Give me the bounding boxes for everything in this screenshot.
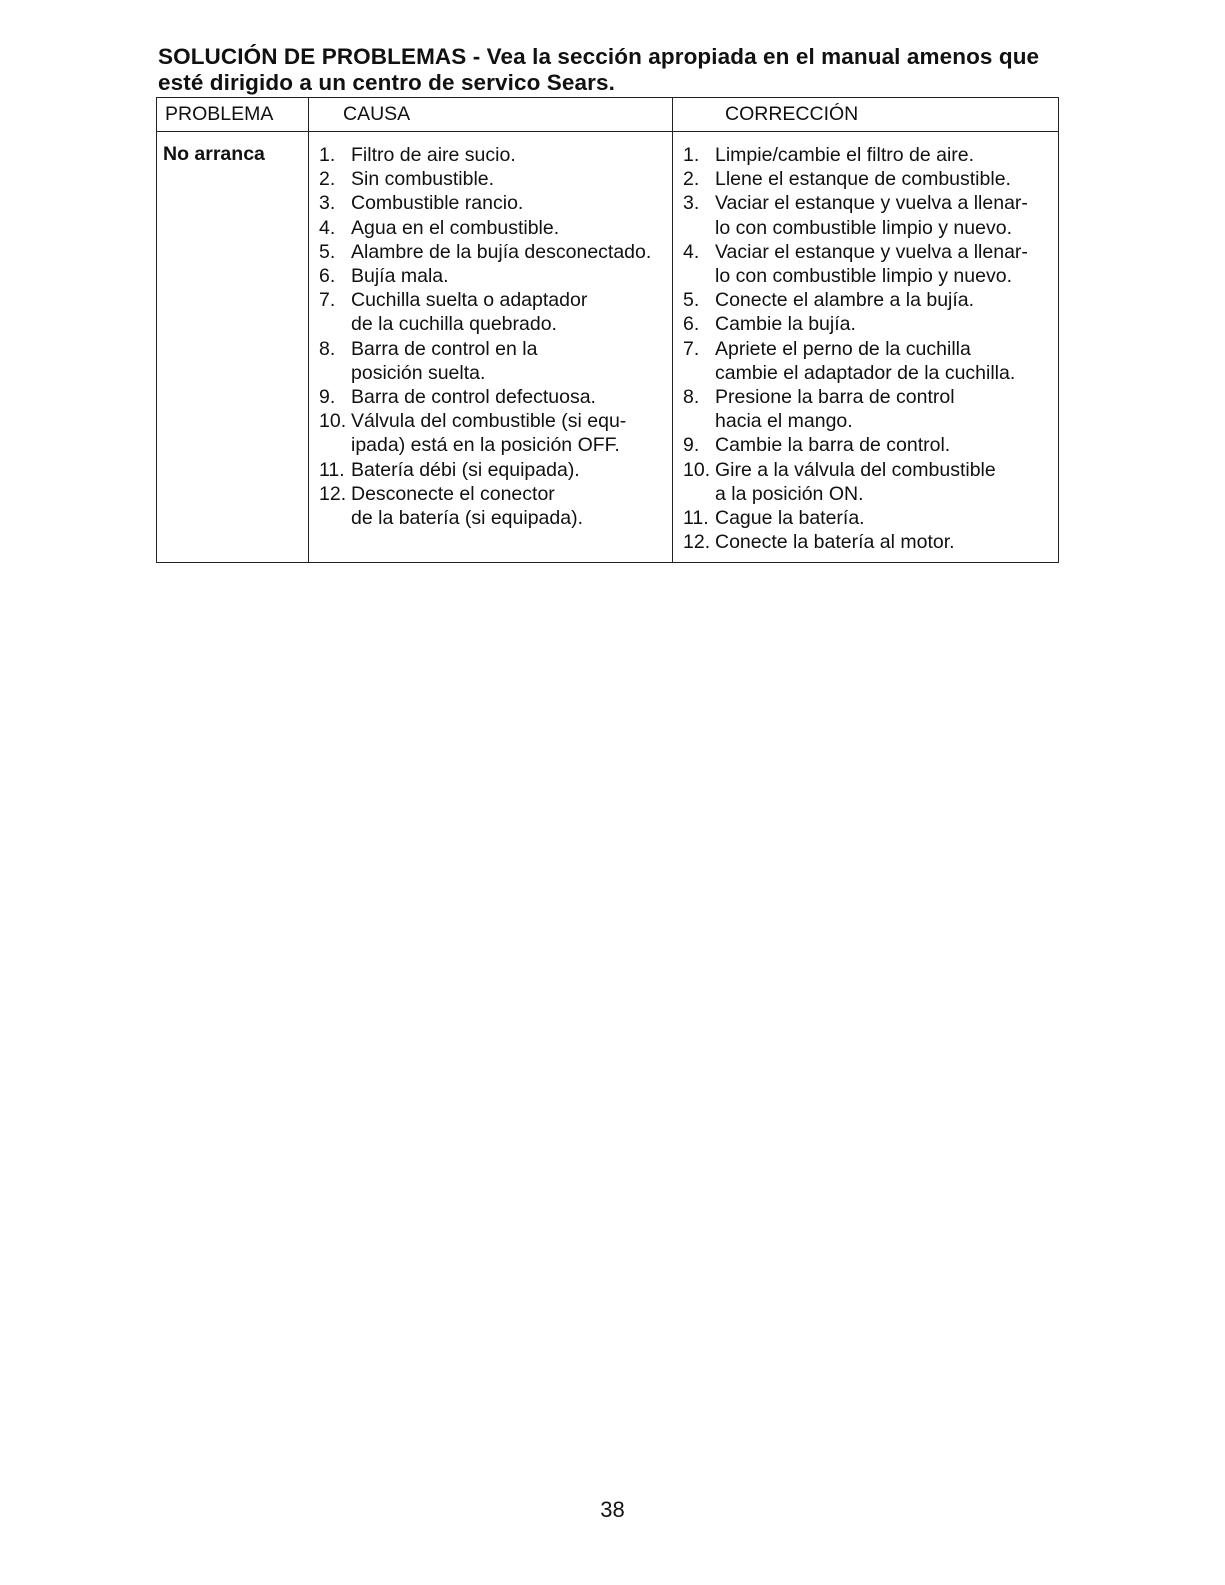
cause-item-text: Agua en el combustible. <box>351 216 560 239</box>
cause-item-text: Alambre de la bujía desconectado. <box>351 240 652 263</box>
cause-item-text: Filtro de aire sucio. <box>351 144 516 166</box>
correction-item <box>679 530 1054 554</box>
cause-item-text: Sin combustible. <box>351 168 495 191</box>
cause-item <box>315 458 668 482</box>
correction-item-number: 12. <box>683 531 711 554</box>
correction-item-text: Presione la barra de control hacia el mango. <box>715 386 955 433</box>
cause-item-number: 7. <box>319 289 336 312</box>
correction-item <box>679 143 1054 167</box>
correction-item-number: 5. <box>683 289 700 312</box>
cause-item-text: Barra de control defectuosa. <box>351 386 596 409</box>
cause-item-text: Desconecte el conector de la batería (si equipada). <box>351 482 583 530</box>
cause-item-number: 3. <box>319 192 336 215</box>
correction-item <box>679 337 1054 385</box>
cause-item-number: 6. <box>319 265 336 288</box>
cause-item-text: Barra de control en la posición suelta. <box>351 337 538 384</box>
cause-item <box>315 143 668 167</box>
corrections-list <box>679 143 1054 554</box>
table-header-row <box>157 98 1059 132</box>
cause-item-number: 12. <box>319 482 347 505</box>
cause-item-text: Válvula del combustible (si equ- ipada) está en la posición OFF. <box>351 410 627 457</box>
cause-item <box>315 288 668 336</box>
correction-item-text: Apriete el perno de la cuchilla cambie el adaptador de la cuchilla. <box>715 337 1016 384</box>
cause-item <box>315 385 668 409</box>
cause-item <box>315 240 668 264</box>
correction-item-number: 9. <box>683 434 700 457</box>
heading-text: SOLUCIÓN DE PROBLEMAS - Vea la sección apropiada en el manual amenos que esté dirigido a un centro de servico Sears. <box>158 44 1040 95</box>
correction-item-number: 10. <box>683 458 711 481</box>
cause-item <box>315 482 668 530</box>
cause-item <box>315 167 668 191</box>
correction-item-number: 2. <box>683 168 700 191</box>
correction-item-number: 11. <box>683 507 709 530</box>
header-causa: CAUSA <box>309 98 673 132</box>
correction-item <box>679 288 1054 312</box>
causes-cell <box>309 132 673 563</box>
cause-item-number: 4. <box>319 216 336 239</box>
cause-item-number: 2. <box>319 168 336 191</box>
cause-item <box>315 409 668 457</box>
correction-item <box>679 385 1054 433</box>
cause-item-text: Batería débi (si equipada). <box>351 458 580 481</box>
correction-item-text: Llene el estanque de combustible. <box>715 168 1011 191</box>
table-row <box>157 132 1059 563</box>
correction-item-text: Conecte el alambre a la bujía. <box>715 289 975 312</box>
correction-item-number: 6. <box>683 313 700 336</box>
page-heading <box>158 44 1058 96</box>
corrections-cell <box>673 132 1059 563</box>
correction-item-text: Vaciar el estanque y vuelva a llenar- lo con combustible limpio y nuevo. <box>715 192 1028 239</box>
cause-item <box>315 216 668 240</box>
cause-item-number: 10. <box>319 410 347 433</box>
correction-item-number: 1. <box>683 144 700 166</box>
problem-cell: No arranca <box>157 132 309 563</box>
cause-item-text: Bujía mala. <box>351 265 449 288</box>
correction-item <box>679 312 1054 336</box>
correction-item-text: Vaciar el estanque y vuelva a llenar- lo con combustible limpio y nuevo. <box>715 240 1028 288</box>
cause-item <box>315 264 668 288</box>
cause-item-number: 1. <box>319 144 336 166</box>
correction-item <box>679 433 1054 457</box>
cause-item-text: Cuchilla suelta o adaptador de la cuchilla quebrado. <box>351 289 588 336</box>
correction-item-number: 3. <box>683 192 700 215</box>
causes-list <box>315 143 668 530</box>
cause-item-number: 5. <box>319 240 336 263</box>
cause-item <box>315 337 668 385</box>
troubleshooting-table <box>156 97 1059 563</box>
correction-item <box>679 506 1054 530</box>
cause-item-number: 9. <box>319 386 336 409</box>
header-problema: PROBLEMA <box>157 98 309 132</box>
correction-item-text: Conecte la batería al motor. <box>715 531 955 554</box>
correction-item-text: Gire a la válvula del combustible a la posición ON. <box>715 458 996 505</box>
cause-item <box>315 191 668 215</box>
correction-item <box>679 240 1054 288</box>
correction-item-text: Cambie la bujía. <box>715 313 856 336</box>
correction-item <box>679 458 1054 506</box>
correction-item-text: Limpie/cambie el filtro de aire. <box>715 144 975 166</box>
correction-item-text: Cambie la barra de control. <box>715 434 951 457</box>
correction-item-number: 7. <box>683 337 700 360</box>
correction-item-number: 8. <box>683 386 700 409</box>
correction-item <box>679 191 1054 239</box>
cause-item-number: 11. <box>319 458 345 481</box>
correction-item-number: 4. <box>683 240 700 263</box>
page-number: 38 <box>600 1497 625 1522</box>
correction-item-text: Cague la batería. <box>715 507 865 530</box>
cause-item-number: 8. <box>319 337 336 360</box>
cause-item-text: Combustible rancio. <box>351 192 524 215</box>
correction-item <box>679 167 1054 191</box>
header-correccion: CORRECCIÓN <box>673 98 1059 132</box>
